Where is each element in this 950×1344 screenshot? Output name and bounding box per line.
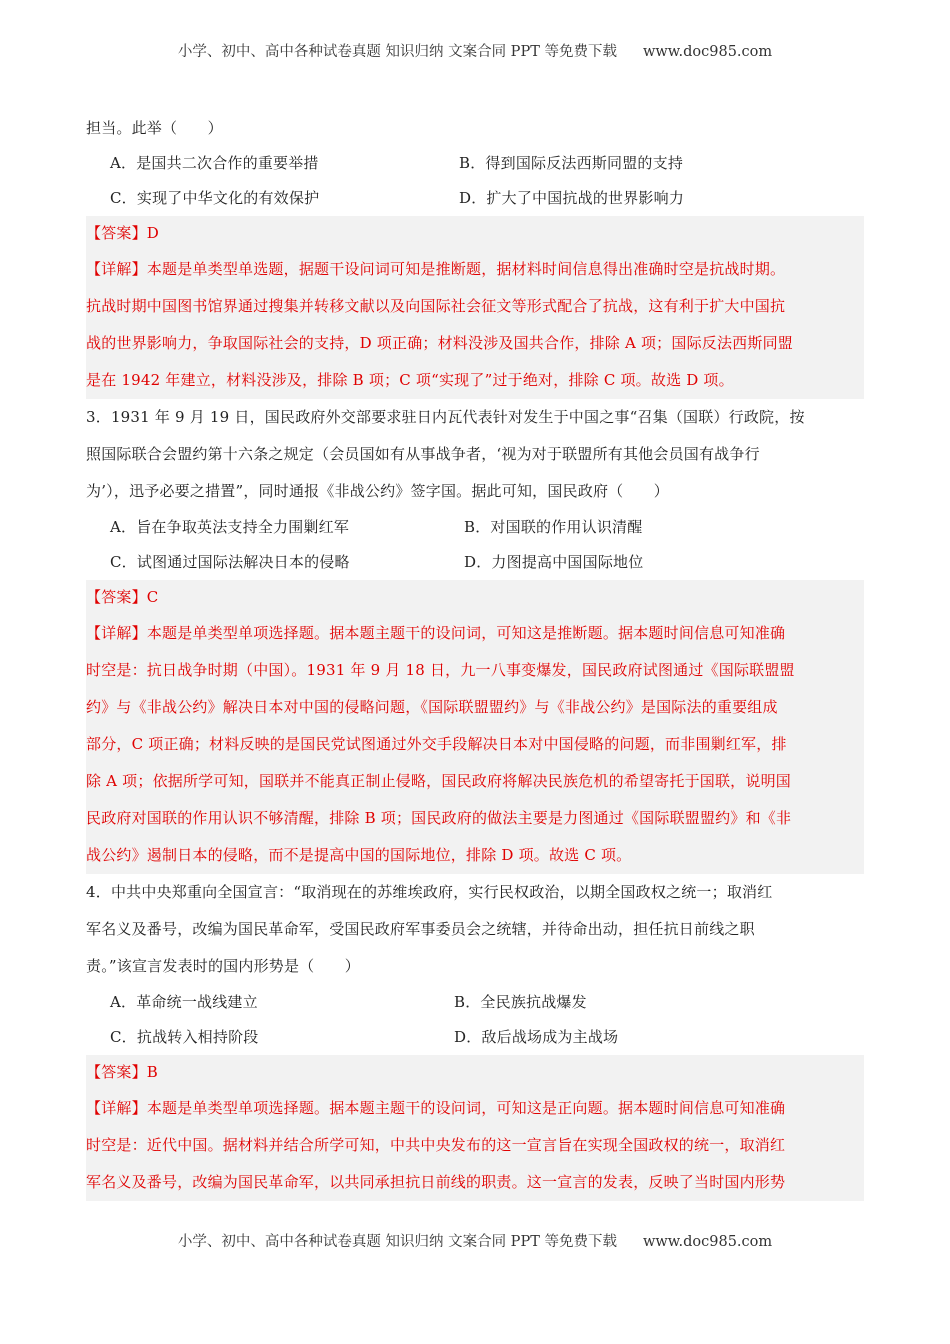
explanation-line: 时空是：抗日战争时期（中国）。1931 年 9 月 18 日，九一八事变爆发，国民政府试图通过《国际联盟盟 [86, 661, 795, 679]
explanation-line: 【详解】本题是单类型单项选择题。据本题主题干的设问词，可知这是推断题。据本题时间信息可知准确 [86, 624, 786, 642]
question-stem: 4．中共中央郑重向全国宣言：“取消现在的苏维埃政府，实行民权政治，以期全国政权之统一；取消红 [86, 883, 773, 901]
option-a: A．革命统一战线建立 [110, 993, 258, 1011]
option-c: C．试图通过国际法解决日本的侵略 [110, 553, 350, 571]
question-stem: 3．1931 年 9 月 19 日，国民政府外交部要求驻日内瓦代表针对发生于中国之事“召集（国联）行政院，按 [86, 408, 805, 426]
option-d: D．力图提高中国国际地位 [464, 553, 644, 571]
explanation-line: 军名义及番号，改编为国民革命军，以共同承担抗日前线的职责。这一宣言的发表，反映了当时国内形势 [86, 1173, 786, 1191]
question-stem: 责。”该宣言发表时的国内形势是（ ） [86, 957, 360, 975]
explanation-line: 时空是：近代中国。据材料并结合所学可知，中共中央发布的这一宣言旨在实现全国政权的统一，取消红 [86, 1136, 786, 1154]
explanation-line: 除 A 项；依据所学可知，国联并不能真正制止侵略，国民政府将解决民族危机的希望寄托于国联，说明国 [86, 772, 791, 790]
explanation-line: 约》与《非战公约》解决日本对中国的侵略问题，《国际联盟盟约》与《非战公约》是国际法的重要组成 [86, 698, 778, 716]
option-a: A．是国共二次合作的重要举措 [110, 154, 319, 172]
explanation-line: 是在 1942 年建立，材料没涉及，排除 B 项；C 项“实现了”过于绝对，排除 C 项。故选 D 项。 [86, 371, 734, 389]
explanation-line: 【详解】本题是单类型单选题，据题干设问词可知是推断题，据材料时间信息得出准确时空是抗战时期。 [86, 260, 786, 278]
option-c: C．实现了中华文化的有效保护 [110, 189, 320, 207]
explanation-line: 战公约》遏制日本的侵略，而不是提高中国的国际地位，排除 D 项。故选 C 项。 [86, 846, 632, 864]
option-d: D．敌后战场成为主战场 [454, 1028, 619, 1046]
answer-block [86, 216, 864, 399]
option-row [86, 985, 864, 1020]
footer-site[interactable]: www.doc985.com [642, 1234, 773, 1250]
option-row [86, 510, 864, 545]
page-footer [0, 1230, 950, 1251]
question-stem: 担当。此举（ ） [86, 119, 223, 137]
explanation-line: 战的世界影响力，争取国际社会的支持，D 项正确；材料没涉及国共合作，排除 A 项；国际反法西斯同盟 [86, 334, 793, 352]
question-stem: 军名义及番号，改编为国民革命军，受国民政府军事委员会之统辖，并待命出动，担任抗日前线之职 [86, 920, 755, 938]
option-b: B．对国联的作用认识清醒 [464, 518, 643, 536]
option-b: B．得到国际反法西斯同盟的支持 [459, 154, 684, 172]
explanation-line: 【详解】本题是单类型单项选择题。据本题主题干的设问词，可知这是正向题。据本题时间信息可知准确 [86, 1099, 786, 1117]
header-text: 小学、初中、高中各种试卷真题 知识归纳 文案合同 PPT 等免费下载 [177, 44, 617, 60]
document-body [86, 111, 864, 1201]
answer: 【答案】D [86, 224, 160, 242]
question-stem: 照国际联合会盟约第十六条之规定（会员国如有从事战争者，‘视为对于联盟所有其他会员国有战争行 [86, 445, 760, 463]
option-d: D．扩大了中国抗战的世界影响力 [459, 189, 685, 207]
answer-block [86, 580, 864, 874]
page-header [0, 40, 950, 61]
header-site[interactable]: www.doc985.com [642, 44, 773, 60]
answer: 【答案】B [86, 1063, 159, 1081]
option-c: C．抗战转入相持阶段 [110, 1028, 259, 1046]
answer: 【答案】C [86, 588, 159, 606]
answer-block [86, 1055, 864, 1201]
option-row [86, 545, 864, 580]
explanation-label: 【详解】 [86, 624, 147, 642]
option-row [86, 1020, 864, 1055]
option-a: A．旨在争取英法支持全力围剿红军 [110, 518, 350, 536]
option-b: B．全民族抗战爆发 [454, 993, 587, 1011]
explanation-label: 【详解】 [86, 260, 147, 278]
explanation-line: 抗战时期中国图书馆界通过搜集并转移文献以及向国际社会征文等形式配合了抗战，这有利于扩大中国抗 [86, 297, 786, 315]
question-stem: 为’），迅予必要之措置”，同时通报《非战公约》签字国。据此可知，国民政府（ ） [86, 482, 669, 500]
explanation-line: 民政府对国联的作用认识不够清醒，排除 B 项；国民政府的做法主要是力图通过《国际联盟盟约》和《非 [86, 809, 792, 827]
explanation-label: 【详解】 [86, 1099, 147, 1117]
explanation-line: 部分，C 项正确；材料反映的是国民党试图通过外交手段解决日本对中国侵略的问题，而非围剿红军，排 [86, 735, 787, 753]
option-row [86, 146, 864, 181]
option-row [86, 181, 864, 216]
footer-text: 小学、初中、高中各种试卷真题 知识归纳 文案合同 PPT 等免费下载 [177, 1234, 617, 1250]
